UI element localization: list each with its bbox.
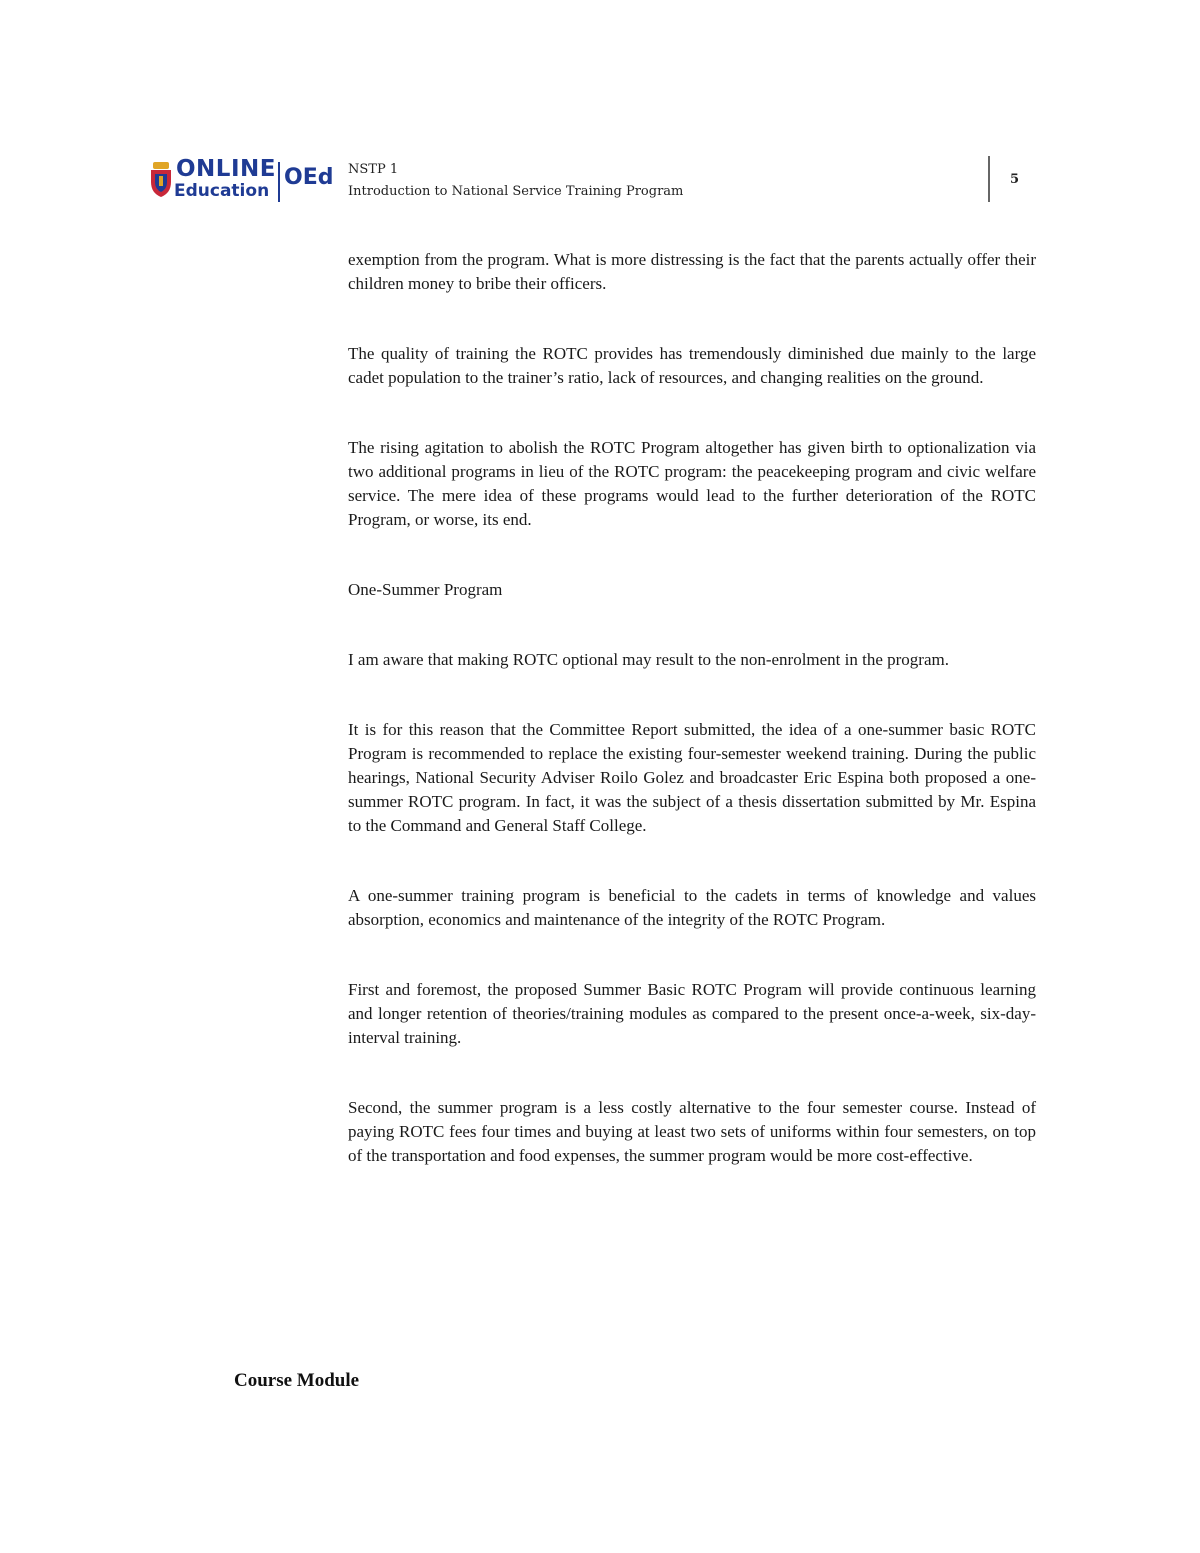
paragraph: exemption from the program. What is more distressing is the fact that the parents actually offer their children money to bribe their officers.	[348, 250, 1036, 293]
logo-divider	[278, 162, 280, 202]
paragraph: The rising agitation to abolish the ROTC Program altogether has given birth to optionalization via two additional programs in lieu of the ROTC program: the peacekeeping program and civic welfare service. The mere idea of these programs would lead to the further deterioration of the ROTC Program, or worse, its end.	[348, 438, 1036, 529]
paragraph: It is for this reason that the Committee Report submitted, the idea of a one-summer basic ROTC Program is recommended to replace the existing four-semester weekend training. During the public hearings, National Security Adviser Roilo Golez and broadcaster Eric Espina both proposed a one-summer ROTC program. In fact, it was the subject of a thesis dissertation submitted by Mr. Espina to the Command and General Staff College.	[348, 720, 1036, 835]
paragraph: Second, the summer program is a less costly alternative to the four semester course. Instead of paying ROTC fees four times and buying at least two sets of uniforms within four semesters, on top of the transportation and food expenses, the summer program would be more cost-effective.	[348, 1098, 1036, 1165]
logo-mark-oed: OEd	[284, 165, 334, 190]
online-education-logo	[148, 158, 344, 208]
header-divider	[988, 156, 990, 202]
course-module-footer: Course Module	[234, 1370, 360, 1391]
paragraph: First and foremost, the proposed Summer Basic ROTC Program will provide continuous learning and longer retention of theories/training modules as compared to the present once-a-week, six-day-interval training.	[348, 980, 1036, 1047]
page-number: 5	[1010, 172, 1020, 187]
paragraph: The quality of training the ROTC provides has tremendously diminished due mainly to the large cadet population to the trainer’s ratio, lack of resources, and changing realities on the ground.	[348, 344, 1036, 387]
logo-word-online: ONLINE	[176, 156, 276, 182]
logo-word-education: Education	[174, 181, 270, 201]
course-code: NSTP 1	[348, 162, 399, 177]
paragraph: I am aware that making ROTC optional may result to the non-enrolment in the program.	[348, 650, 949, 669]
body-content	[348, 248, 1036, 1168]
section-subheading: One-Summer Program	[348, 580, 503, 599]
paragraph: A one-summer training program is beneficial to the cadets in terms of knowledge and values absorption, economics and maintenance of the integrity of the ROTC Program.	[348, 886, 1036, 929]
course-title: Introduction to National Service Training Program	[348, 184, 684, 199]
crest-icon	[150, 162, 172, 198]
page-header	[148, 158, 1048, 208]
